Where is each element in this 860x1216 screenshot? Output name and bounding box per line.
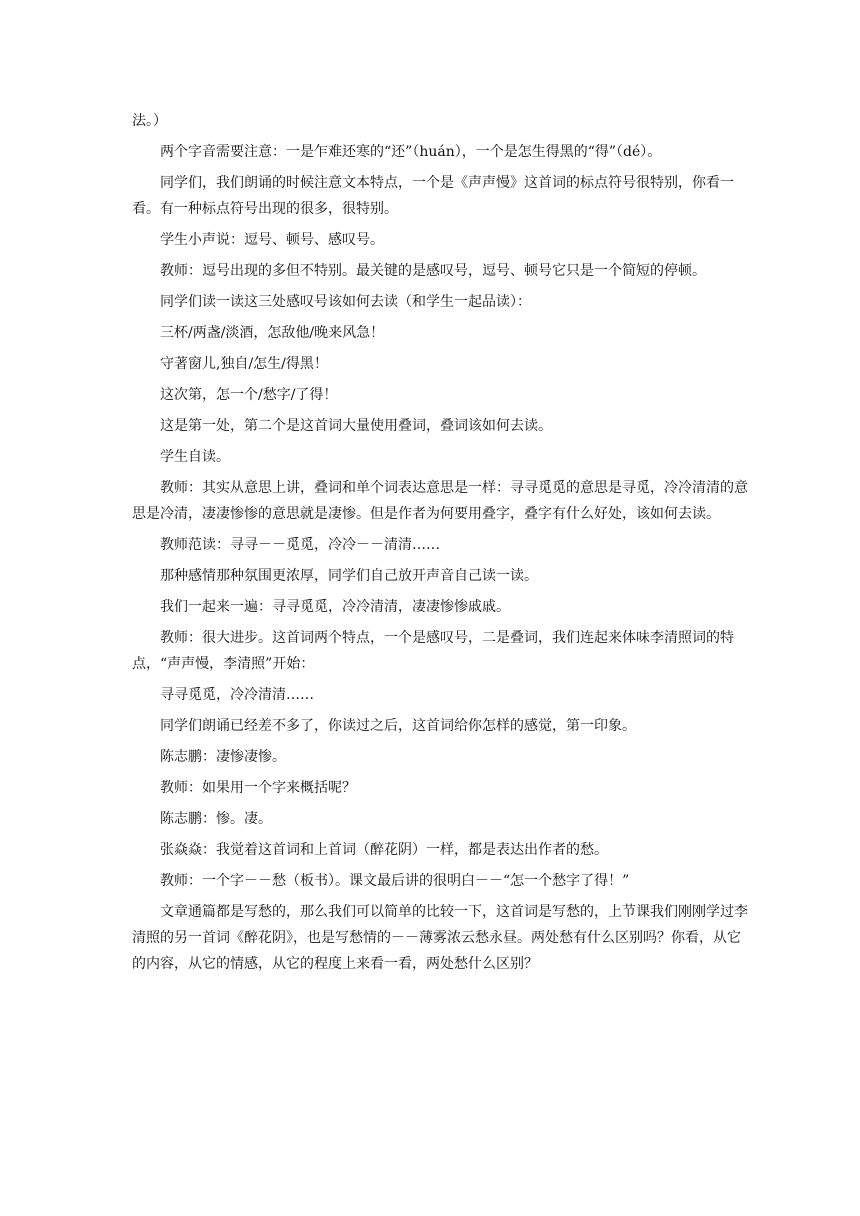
paragraph-1: 法。） <box>132 113 167 129</box>
paragraph-8: 守著窗儿,独自/怎生/得黑！ <box>160 356 328 372</box>
paragraph-24: 文章通篇都是写愁的，那么我们可以简单的比较一下，这首词是写愁的，上节课我们刚刚学过李清照的另一首词《醉花阴》，也是写愁情的－－薄雾浓云愁永昼。两处愁有什么区别吗？你看，从它的内容，从它的情感，从它的程度上来看一看，两处愁什么区别？ <box>132 904 748 972</box>
paragraph-6: 同学们读一读这三处感叹号该如何去读（和学生一起品读）： <box>160 294 531 310</box>
paragraph-17: 寻寻觅觅，冷冷清清…… <box>160 687 314 703</box>
paragraph-12: 教师：其实从意思上讲，叠词和单个词表达意思是一样：寻寻觅觅的意思是寻觅，冷冷清清的意思是冷清，凄凄惨惨的意思就是凄惨。但是作者为何要用叠字，叠字有什么好处，该如何去读。 <box>132 480 748 522</box>
paragraph-15: 我们一起来一遍：寻寻觅觅，冷冷清清，凄凄惨惨戚戚。 <box>160 599 510 615</box>
paragraph-3: 同学们，我们朗诵的时候注意文本特点，一个是《声声慢》这首词的标点符号很特别，你看一看。有一种标点符号出现的很多，很特别。 <box>132 175 734 217</box>
paragraph-20: 教师：如果用一个字来概括呢？ <box>160 780 356 796</box>
paragraph-4: 学生小声说：逗号、顿号、感叹号。 <box>160 232 384 248</box>
paragraph-22: 张焱焱：我觉着这首词和上首词（醉花阴）一样，都是表达出作者的愁。 <box>160 842 608 858</box>
paragraph-5: 教师：逗号出现的多但不特别。最关键的是感叹号，逗号、顿号它只是一个简短的停顿。 <box>160 263 706 279</box>
paragraph-7: 三杯/两盏/淡酒，怎敌他/晚来风急！ <box>160 325 385 341</box>
document-body <box>132 108 752 982</box>
paragraph-9: 这次第，怎一个/愁字/了得！ <box>160 387 338 403</box>
paragraph-18: 同学们朗诵已经差不多了，你读过之后，这首词给你怎样的感觉，第一印象。 <box>160 718 636 734</box>
paragraph-2: 两个字音需要注意：一是乍难还寒的“还”（huán），一个是怎生得黑的“得”（dé）。 <box>160 144 662 160</box>
paragraph-21: 陈志鹏：惨。凄。 <box>160 811 272 827</box>
paragraph-23: 教师：一个字－－愁（板书）。课文最后讲的很明白－－“怎一个愁字了得！” <box>160 873 630 889</box>
paragraph-16: 教师：很大进步。这首词两个特点，一个是感叹号，二是叠词，我们连起来体味李清照词的特点，“声声慢，李清照”开始： <box>132 630 734 672</box>
paragraph-10: 这是第一处，第二个是这首词大量使用叠词，叠词该如何去读。 <box>160 418 552 434</box>
paragraph-19: 陈志鹏：凄惨凄惨。 <box>160 749 286 765</box>
paragraph-14: 那种感情那种氛围更浓厚，同学们自己放开声音自己读一读。 <box>160 568 538 584</box>
paragraph-11: 学生自读。 <box>160 449 230 465</box>
paragraph-13: 教师范读：寻寻－－觅觅，冷冷－－清清…… <box>160 537 440 553</box>
